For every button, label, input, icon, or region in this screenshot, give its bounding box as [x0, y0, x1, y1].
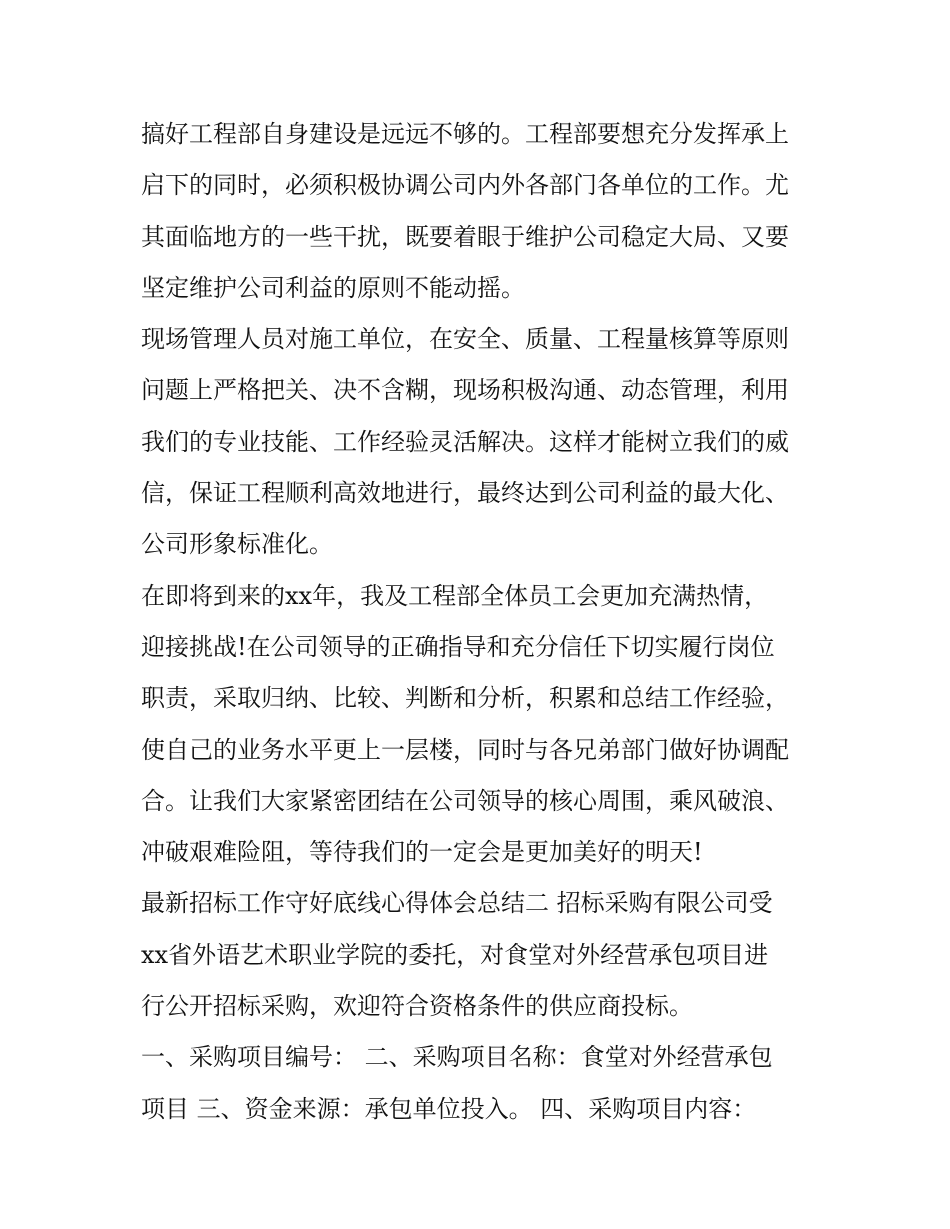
document-body — [141, 109, 821, 1135]
text-line: 一、采购项目编号： 二、采购项目名称：食堂对外经营承包 — [141, 1043, 773, 1072]
text-line: 合。让我们大家紧密团结在公司领导的核心周围，乘风破浪、 — [141, 786, 789, 815]
text-line: 使自己的业务水平更上一层楼，同时与各兄弟部门做好协调配 — [141, 735, 789, 764]
text-line: 我们的专业技能、工作经验灵活解决。这样才能树立我们的威 — [141, 427, 789, 456]
text-line: 问题上严格把关、决不含糊，现场积极沟通、动态管理，利用 — [141, 376, 789, 405]
text-line: 现场管理人员对施工单位，在安全、质量、工程量核算等原则 — [141, 325, 789, 354]
text-line: 搞好工程部自身建设是远远不够的。工程部要想充分发挥承上 — [141, 120, 789, 148]
text-line: 行公开招标采购，欢迎符合资格条件的供应商投标。 — [141, 992, 693, 1021]
text-line: 在即将到来的xx年，我及工程部全体员工会更加充满热情， — [141, 581, 769, 610]
text-line: 公司形象标准化。 — [141, 530, 333, 559]
text-line: 职责，采取归纳、比较、判断和分析，积累和总结工作经验， — [141, 684, 789, 713]
text-line: 冲破艰难险阻，等待我们的一定会是更加美好的明天! — [141, 838, 703, 867]
text-line: 坚定维护公司利益的原则不能动摇。 — [141, 273, 525, 302]
text-line: 项目 三、资金来源：承包单位投入。 四、采购项目内容： — [141, 1094, 757, 1123]
text-line: 迎接挑战!在公司领导的正确指导和充分信任下切实履行岗位 — [141, 632, 775, 661]
text-line: 最新招标工作守好底线心得体会总结二 招标采购有限公司受 — [141, 889, 773, 918]
text-line: xx省外语艺术职业学院的委托，对食堂对外经营承包项目进 — [141, 940, 769, 969]
text-line: 启下的同时，必须积极协调公司内外各部门各单位的工作。尤 — [141, 171, 789, 200]
text-line: 信，保证工程顺利高效地进行，最终达到公司利益的最大化、 — [141, 479, 789, 508]
text-line: 其面临地方的一些干扰，既要着眼于维护公司稳定大局、又要 — [141, 222, 789, 251]
